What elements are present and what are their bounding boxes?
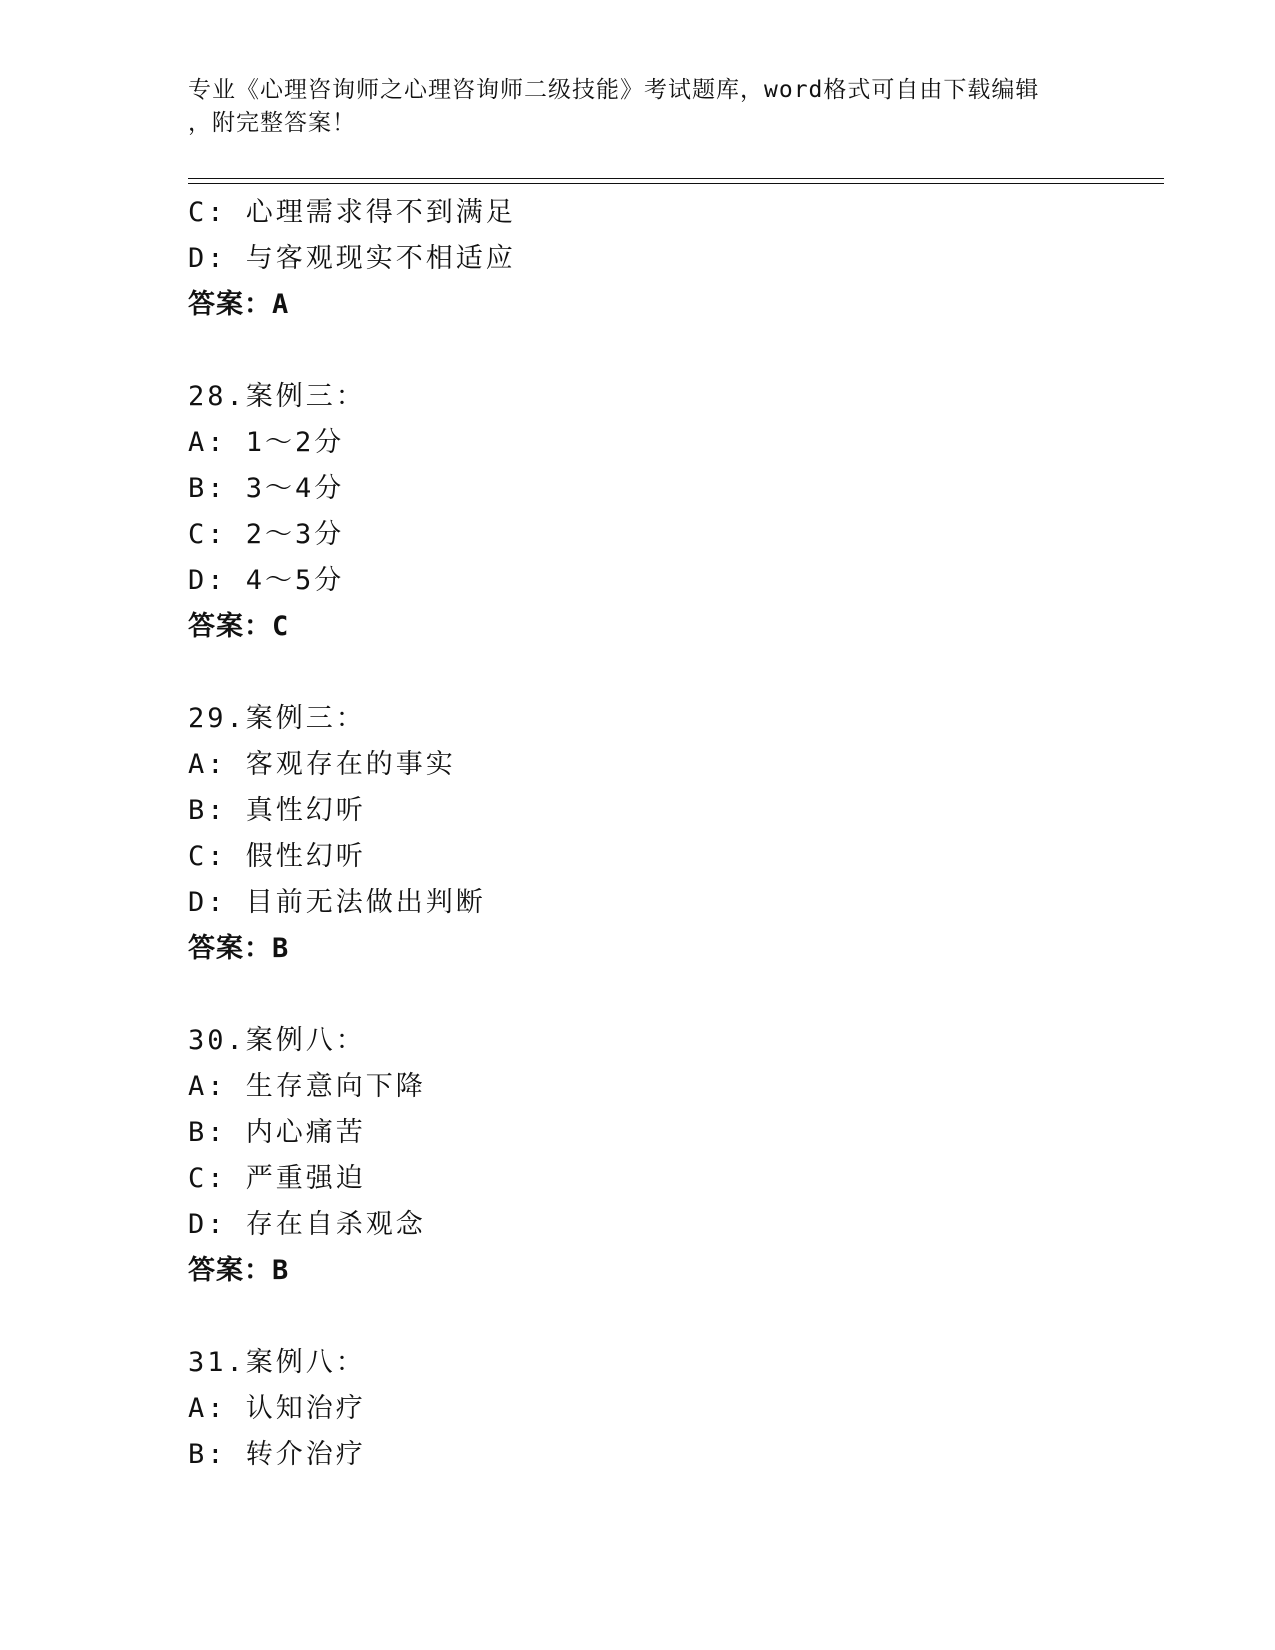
question-title: 30.案例八：: [188, 1025, 366, 1056]
answer-line: 答案：B: [188, 1255, 290, 1286]
question-27-continuation: [188, 190, 1164, 328]
question-list: [188, 190, 1164, 1478]
option-d: D: 与客观现实不相适应: [188, 243, 516, 274]
question-30: [188, 1018, 1164, 1294]
question-title: 29.案例三：: [188, 703, 366, 734]
option-c: C: 2～3分: [188, 519, 345, 550]
header-line-2: ，附完整答案！: [188, 110, 356, 136]
header-divider-bottom: [188, 183, 1164, 184]
answer-line: 答案：A: [188, 289, 290, 320]
option-c: C: 心理需求得不到满足: [188, 197, 516, 228]
answer-line: 答案：C: [188, 611, 290, 642]
question-31: [188, 1340, 1164, 1478]
option-a: A: 生存意向下降: [188, 1071, 426, 1102]
option-b: B: 内心痛苦: [188, 1117, 366, 1148]
option-b: B: 真性幻听: [188, 795, 366, 826]
option-d: D: 4～5分: [188, 565, 345, 596]
option-c: C: 假性幻听: [188, 841, 366, 872]
question-title: 31.案例八：: [188, 1347, 366, 1378]
spacer: [188, 1294, 1164, 1340]
header-line-1: 专业《心理咨询师之心理咨询师二级技能》考试题库，word格式可自由下载编辑: [188, 77, 1040, 103]
option-b: B: 3～4分: [188, 473, 345, 504]
answer-line: 答案：B: [188, 933, 290, 964]
option-a: A: 1～2分: [188, 427, 345, 458]
option-d: D: 存在自杀观念: [188, 1209, 426, 1240]
question-29: [188, 696, 1164, 972]
question-title: 28.案例三：: [188, 381, 366, 412]
spacer: [188, 328, 1164, 374]
header-divider-top: [188, 178, 1164, 179]
option-c: C: 严重强迫: [188, 1163, 366, 1194]
question-28: [188, 374, 1164, 650]
option-a: A: 客观存在的事实: [188, 749, 456, 780]
spacer: [188, 972, 1164, 1018]
option-d: D: 目前无法做出判断: [188, 887, 486, 918]
option-a: A: 认知治疗: [188, 1393, 366, 1424]
document-header: [188, 74, 1088, 140]
option-b: B: 转介治疗: [188, 1439, 366, 1470]
spacer: [188, 650, 1164, 696]
